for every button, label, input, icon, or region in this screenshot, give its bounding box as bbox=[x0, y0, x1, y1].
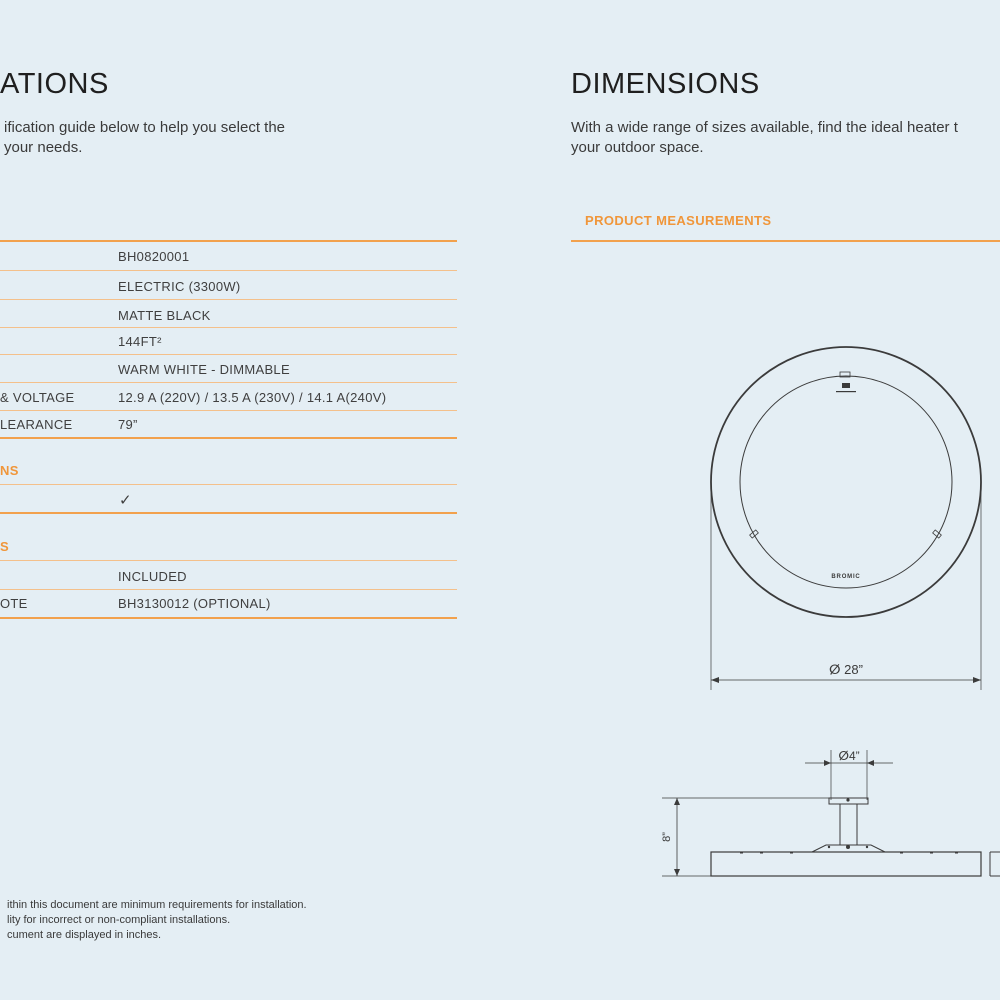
heater-body-side bbox=[711, 852, 981, 876]
spec-value: MATTE BLACK bbox=[118, 308, 211, 323]
section-heading-options: NS bbox=[0, 463, 19, 478]
spec-value: 144FT² bbox=[118, 334, 162, 349]
footnote-1: ithin this document are minimum requirements for installation. bbox=[7, 899, 307, 911]
brand-logo-text: BROMIC bbox=[831, 574, 861, 580]
footnote-2: lity for incorrect or non-compliant installations. bbox=[7, 914, 231, 926]
logo-mark-icon bbox=[842, 383, 850, 388]
spec-label: & VOLTAGE bbox=[0, 390, 75, 405]
dimensions-intro-line-2: your outdoor space. bbox=[571, 139, 704, 156]
mount-diameter-label: ⵁ4” bbox=[838, 749, 860, 763]
specifications-title: ATIONS bbox=[0, 68, 109, 100]
spec-label: OTE bbox=[0, 596, 28, 611]
specifications-intro-line-2: your needs. bbox=[4, 139, 83, 156]
dimensions-title: DIMENSIONS bbox=[571, 68, 760, 100]
product-measurements-heading: PRODUCT MEASUREMENTS bbox=[585, 213, 772, 228]
diameter-label: ⵁ 28” bbox=[829, 662, 863, 677]
spec-value: 12.9 A (220V) / 13.5 A (230V) / 14.1 A(240V) bbox=[118, 390, 387, 405]
spec-value: BH0820001 bbox=[118, 249, 190, 264]
spec-value: BH3130012 (OPTIONAL) bbox=[118, 596, 271, 611]
spec-label: LEARANCE bbox=[0, 417, 73, 432]
section-heading-accessories: S bbox=[0, 539, 10, 554]
spec-value: WARM WHITE - DIMMABLE bbox=[118, 362, 290, 377]
dimensions-intro-line-1: With a wide range of sizes available, find the ideal heater t bbox=[571, 119, 958, 136]
spec-value: 79” bbox=[118, 417, 138, 432]
heater-inner-disc bbox=[740, 376, 952, 588]
height-label: 8” bbox=[661, 832, 673, 842]
check-icon: ✓ bbox=[119, 492, 132, 509]
specifications-intro-line-1: ification guide below to help you select the bbox=[4, 119, 286, 136]
spec-value: ELECTRIC (3300W) bbox=[118, 279, 241, 294]
footnote-3: cument are displayed in inches. bbox=[7, 929, 162, 941]
spec-value: INCLUDED bbox=[118, 569, 187, 584]
